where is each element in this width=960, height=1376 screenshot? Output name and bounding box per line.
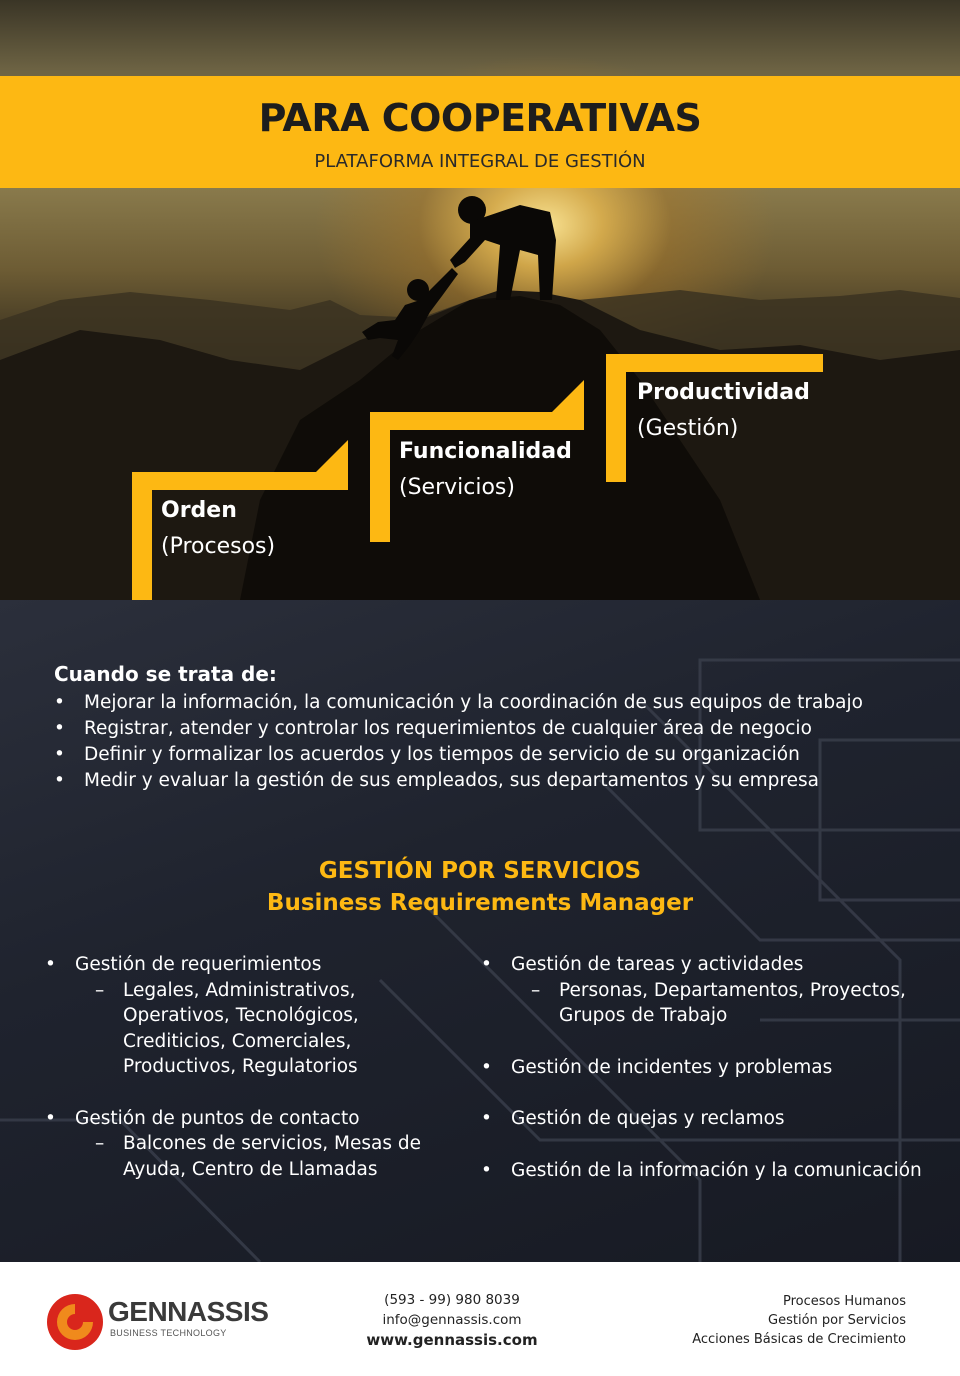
services-list	[692, 1292, 906, 1349]
feature-incidentes	[481, 1055, 921, 1081]
feature-label: Gestión de tareas y actividades	[511, 954, 804, 975]
staircase-graphic	[0, 0, 960, 600]
step-orden-title: Orden	[161, 498, 237, 523]
logo-tagline: BUSINESS TECHNOLOGY	[110, 1328, 227, 1338]
service-item: Acciones Básicas de Crecimiento	[692, 1332, 906, 1347]
feature-puntos-contacto	[45, 1106, 485, 1183]
bullet-icon: •	[54, 692, 65, 713]
step-funcionalidad-subtitle: (Servicios)	[399, 475, 515, 500]
dash-icon: –	[95, 979, 105, 1001]
feature-label: Gestión de quejas y reclamos	[511, 1108, 785, 1129]
step-productividad-subtitle: (Gestión)	[637, 416, 739, 441]
list-item: • Medir y evaluar la gestión de sus empleados, sus departamentos y su empresa	[54, 768, 934, 794]
intro-title: Cuando se trata de:	[54, 662, 277, 686]
dash-icon: –	[531, 979, 541, 1001]
feature-informacion	[481, 1158, 921, 1184]
website-link[interactable]: www.gennassis.com	[366, 1331, 538, 1349]
feature-label: Gestión de incidentes y problemas	[511, 1056, 833, 1078]
bullet-icon: •	[45, 1107, 56, 1129]
feature-label: Gestión de puntos de contacto	[75, 1107, 360, 1129]
bullet-icon: •	[481, 1159, 492, 1181]
feature-subitem: – Personas, Departamentos, Proyectos, Grupos de Trabajo	[531, 979, 906, 1026]
feature-quejas	[481, 1106, 921, 1132]
list-item: • Registrar, atender y controlar los requerimientos de cualquier área de negocio	[54, 716, 934, 742]
feature-requerimientos	[45, 952, 485, 1080]
features-right-column	[481, 952, 921, 1183]
phone-number: (593 - 99) 980 8039	[384, 1292, 520, 1308]
page-title: PARA COOPERATIVAS	[258, 96, 702, 140]
bullet-icon: •	[54, 718, 65, 739]
dash-icon: –	[95, 1133, 105, 1154]
gennassis-logo-icon	[45, 1292, 105, 1352]
bullet-icon: •	[481, 954, 492, 975]
section-subtitle: Business Requirements Manager	[266, 890, 694, 916]
page-subtitle: PLATAFORMA INTEGRAL DE GESTIÓN	[314, 151, 646, 172]
logo-name: GENNASSIS	[108, 1296, 269, 1327]
step-funcionalidad-title: Funcionalidad	[399, 439, 572, 464]
bullet-icon: •	[481, 1108, 492, 1129]
feature-tareas	[481, 952, 921, 1029]
intro-list	[54, 690, 934, 794]
features-left-column	[45, 952, 485, 1182]
feature-label: Gestión de requerimientos	[75, 954, 322, 975]
step-orden-subtitle: (Procesos)	[161, 534, 276, 559]
list-item: • Definir y formalizar los acuerdos y los tiempos de servicio de su organización	[54, 742, 934, 768]
contact-info	[352, 1290, 552, 1350]
bullet-icon: •	[481, 1056, 492, 1078]
bullet-icon: •	[45, 954, 56, 975]
bullet-icon: •	[54, 770, 65, 791]
service-item: Procesos Humanos	[782, 1294, 906, 1309]
feature-label: Gestión de la información y la comunicación	[511, 1159, 922, 1181]
feature-subitem: – Balcones de servicios, Mesas de Ayuda, Centro de Llamadas	[95, 1133, 421, 1180]
hero-section	[0, 0, 960, 600]
footer	[0, 1262, 960, 1376]
service-item: Gestión por Servicios	[768, 1313, 906, 1328]
section-title: GESTIÓN POR SERVICIOS	[318, 858, 642, 884]
step-productividad-title: Productividad	[637, 380, 810, 405]
feature-subitem: – Legales, Administrativos, Operativos, Tecnológicos, Crediticios, Comerciales, Productivos, Regulatorios	[95, 979, 359, 1077]
list-item: • Mejorar la información, la comunicación y la coordinación de sus equipos de trabajo	[54, 690, 934, 716]
bullet-icon: •	[54, 744, 65, 765]
content-section	[0, 600, 960, 1262]
email-link[interactable]: info@gennassis.com	[382, 1312, 522, 1328]
